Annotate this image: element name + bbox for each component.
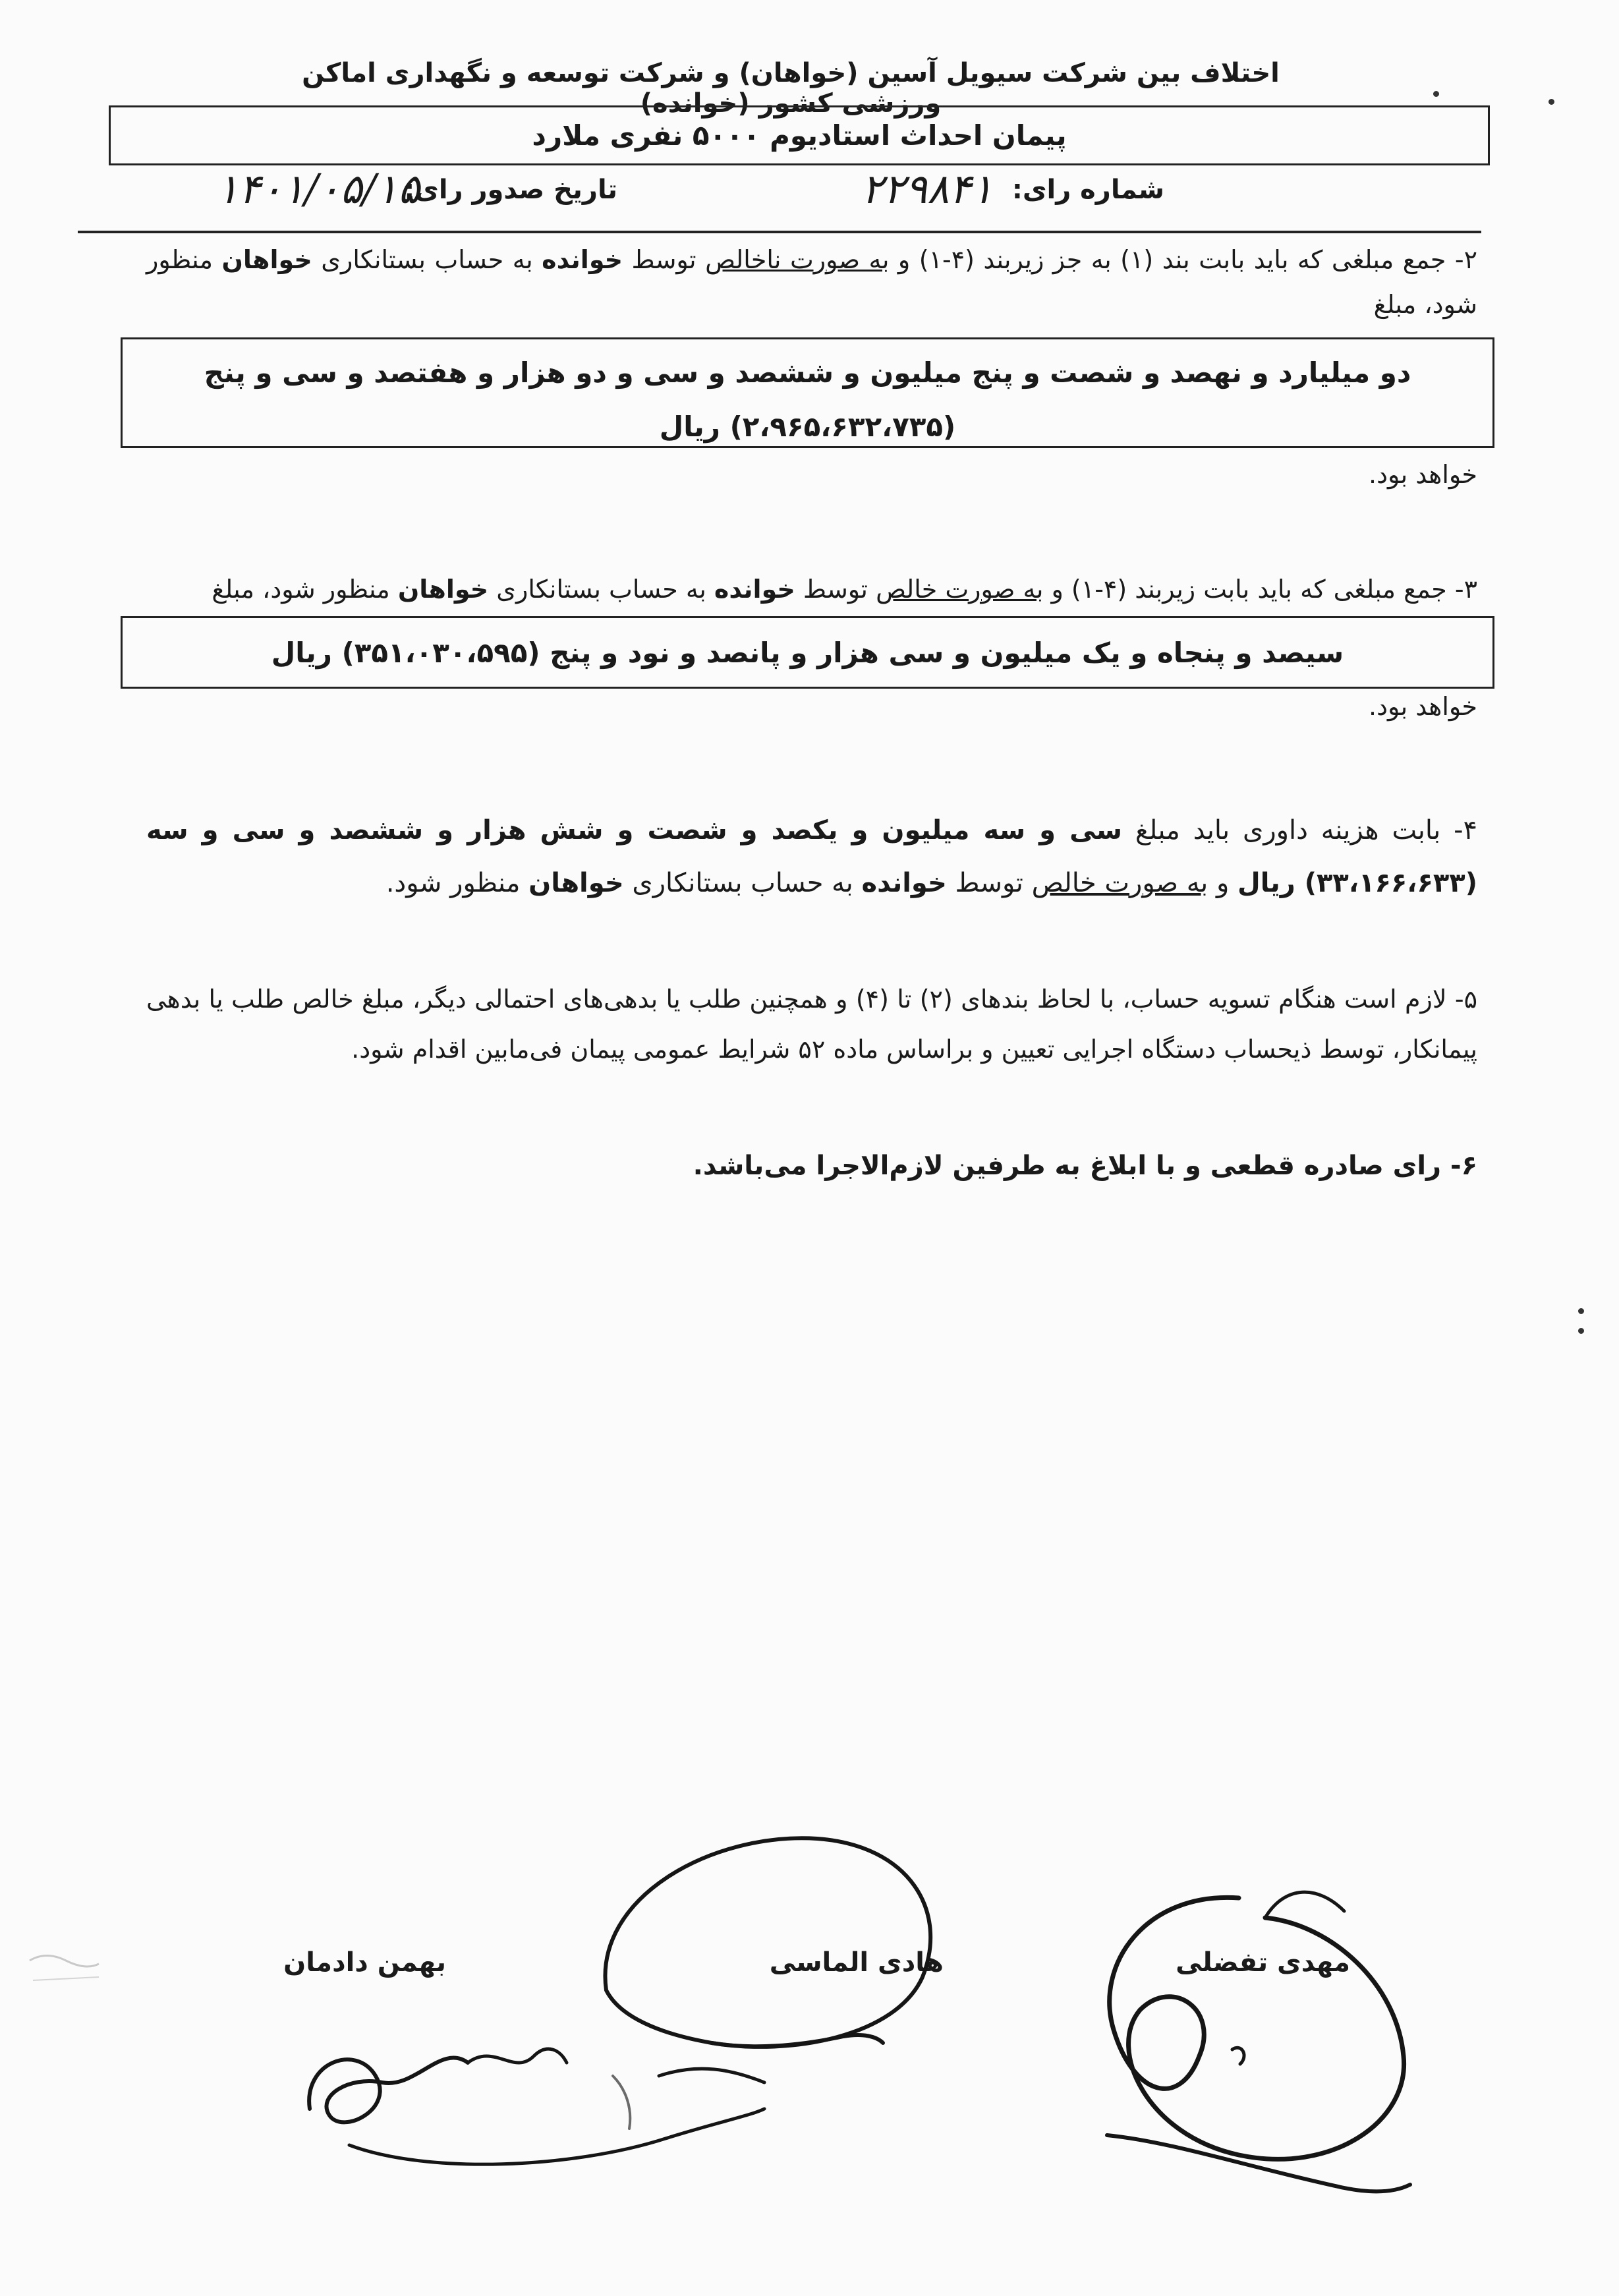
contract-title-box	[109, 105, 1490, 165]
item-2-underlined: به صورت ناخالص	[705, 245, 890, 274]
item-2-defendant: خوانده	[542, 245, 623, 274]
item-2-amount-box	[121, 337, 1494, 448]
faint-bleed-text	[26, 1947, 105, 1993]
item-4-lead: ۴- بابت هزینه داوری باید مبلغ	[1122, 815, 1478, 846]
scan-speck	[1433, 91, 1439, 97]
item-2-text	[146, 237, 1477, 327]
item-3-end: منظور شود، مبلغ	[212, 575, 398, 604]
item-3-amount: سیصد و پنجاه و یک میلیون و سی هزار و پانصد و نود و پنج (۳۵۱،۰۳۰،۵۹۵) ریال	[271, 637, 1344, 669]
faint-bleed-mark	[26, 1947, 105, 1987]
item-4-text	[146, 804, 1477, 909]
item-3-claimant: خواهان	[397, 575, 489, 604]
header-divider	[78, 231, 1481, 233]
item-3-defendant: خوانده	[714, 575, 795, 604]
item-2-mid: به حساب بستانکاری	[312, 245, 542, 274]
item-3-mid: به حساب بستانکاری	[488, 575, 714, 604]
item-4-claimant: خواهان	[528, 868, 624, 898]
signature-left	[297, 2003, 771, 2175]
signature-right	[1067, 1858, 1436, 2201]
item-4-amount: سی و سه میلیون و یکصد و شصت و شش هزار و ششصد و سی و سه (۳۳،۱۶۶،۶۳۳) ریال	[146, 815, 1477, 898]
item-4-rest: توسط	[946, 868, 1032, 898]
item-3-lead: ۳- جمع مبلغی که باید بابت زیربند (۴-۱) و	[1043, 575, 1477, 604]
item-4-mid2: به حساب بستانکاری	[623, 868, 862, 898]
scan-speck	[1548, 99, 1554, 105]
ruling-number-value: ۲۲۹۸۴۱	[861, 165, 993, 213]
item-3-amount-box	[121, 616, 1494, 689]
item-2-rest: توسط	[623, 245, 706, 274]
scan-speck	[1578, 1328, 1584, 1334]
item-2-claimant: خواهان	[221, 245, 312, 274]
contract-title: پیمان احداث استادیوم ۵۰۰۰ نفری ملارد	[532, 119, 1067, 152]
scan-speck	[1578, 1308, 1584, 1314]
issue-date-value: ۱۴۰۱/۰۵/۱۵	[216, 165, 420, 213]
item-4-underlined: به صورت خالص	[1031, 868, 1208, 898]
item-3-underlined: به صورت خالص	[876, 575, 1044, 604]
signatory-left-name: بهمن دادمان	[283, 1947, 446, 1978]
signatory-middle-name: هادی الماسی	[769, 1947, 944, 1978]
item-2-trailing: خواهد بود.	[1369, 460, 1477, 489]
signatory-right-name: مهدی تفضلی	[1176, 1947, 1350, 1978]
item-3-rest: توسط	[795, 575, 876, 604]
item-2-lead: ۲- جمع مبلغی که باید بابت بند (۱) به جز زیربند (۴-۱) و	[889, 245, 1478, 274]
item-5-text: ۵- لازم است هنگام تسویه حساب، با لحاظ بندهای (۲) تا (۴) و همچنین طلب یا بدهی‌های احتمالی دیگر، مبلغ خالص طلب یا بدهی پیمانکار، توسط ذیحساب دستگاه اجرایی تعیین و براساس ماده ۵۲ شرایط عمومی پیمان فی‌مابین اقدام شود.	[146, 985, 1478, 1064]
ruling-number-label: شماره رای:	[1011, 175, 1164, 205]
item-6-text: ۶- رای صادره قطعی و با ابلاغ به طرفین لازم‌الاجرا می‌باشد.	[693, 1151, 1477, 1181]
item-2-amount: دو میلیارد و نهصد و شصت و پنج میلیون و ششصد و سی و دو هزار و هفتصد و سی و پنج (۲،۹۶۵،۶۳۲،۷۳۵) ریال	[204, 357, 1411, 443]
issue-date-label: تاریخ صدور رای:	[404, 175, 617, 205]
item-4-end: منظور شود.	[385, 868, 529, 898]
item-4-mid: و	[1208, 868, 1238, 898]
item-3-text	[146, 567, 1477, 612]
item-4-defendant: خوانده	[861, 868, 947, 898]
parties-header: اختلاف بین شرکت سیویل آسین (خواهان) و شرکت توسعه و نگهداری اماکن ورزشی کشور (خوانده)	[302, 58, 1280, 119]
item-2-end: منظور شود، مبلغ	[146, 245, 1477, 319]
item-3-trailing: خواهد بود.	[1369, 692, 1477, 721]
